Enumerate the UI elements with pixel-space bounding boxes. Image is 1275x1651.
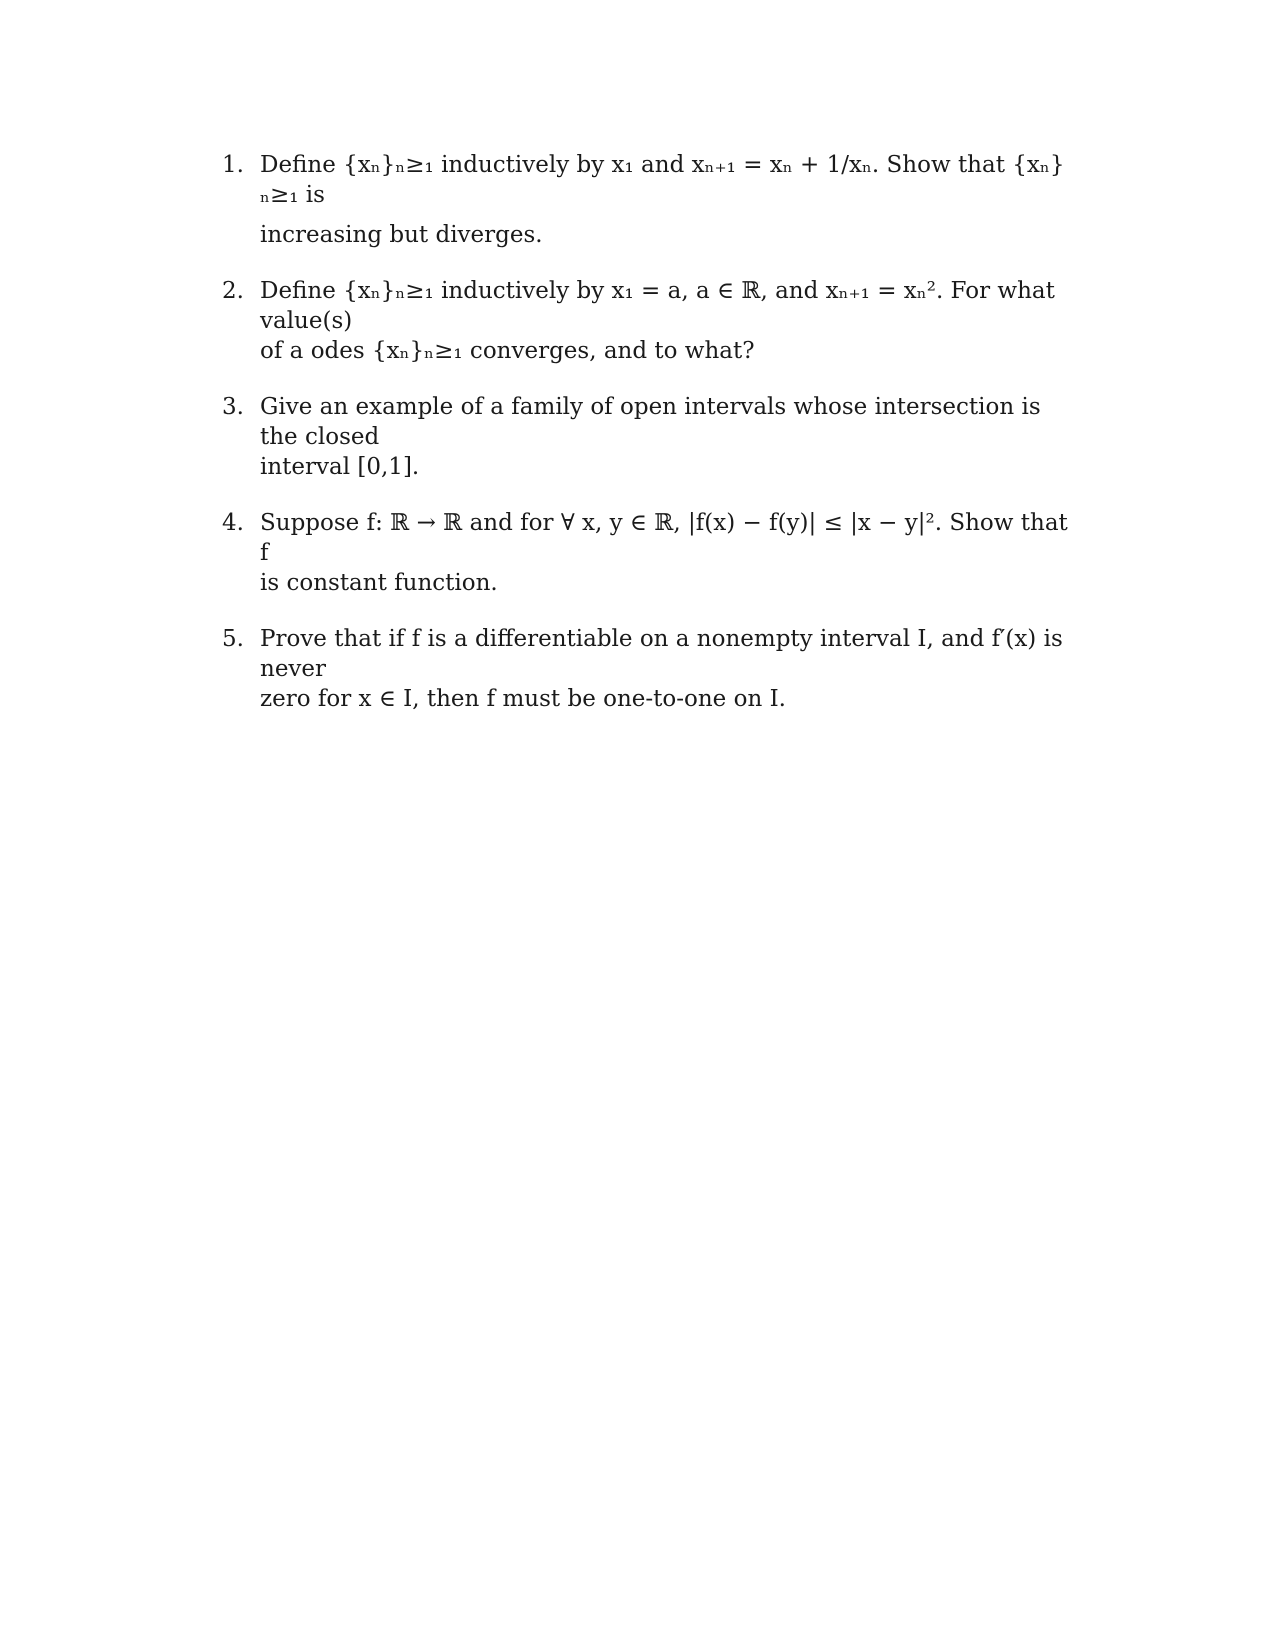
problem-3 — [222, 392, 1082, 482]
problem-1 — [222, 150, 1082, 250]
problem-text-line-2: zero for x ∈ I, then f must be one-to-one on I. — [260, 686, 786, 712]
problem-text-line-2: increasing but diverges. — [260, 222, 543, 248]
problem-number: 3. — [222, 394, 244, 420]
problem-text-line-1: Prove that if f is a differentiable on a nonempty interval I, and f′(x) is never — [260, 626, 1063, 682]
problem-text-line-2: of a odes {xₙ}ₙ≥₁ converges, and to what? — [260, 338, 755, 364]
problem-number: 4. — [222, 510, 244, 536]
problem-text-line-1: Give an example of a family of open intervals whose intersection is the closed — [260, 394, 1041, 450]
problem-2 — [222, 276, 1082, 366]
problem-text-line-2: interval [0,1]. — [260, 454, 420, 480]
problem-number: 1. — [222, 152, 244, 178]
problem-5 — [222, 624, 1082, 714]
problem-number: 2. — [222, 278, 244, 304]
problem-text-line-1: Define {xₙ}ₙ≥₁ inductively by x₁ = a, a ∈ ℝ, and xₙ₊₁ = xₙ². For what value(s) — [260, 278, 1055, 334]
problem-4 — [222, 508, 1082, 598]
problem-list — [222, 150, 1082, 714]
problem-text-line-2: is constant function. — [260, 570, 498, 596]
problem-text-line-1: Suppose f: ℝ → ℝ and for ∀ x, y ∈ ℝ, |f(x) − f(y)| ≤ |x − y|². Show that f — [260, 510, 1068, 566]
problem-text-line-1: Define {xₙ}ₙ≥₁ inductively by x₁ and xₙ₊₁ = xₙ + 1/xₙ. Show that {xₙ}ₙ≥₁ is — [260, 152, 1065, 208]
problem-number: 5. — [222, 626, 244, 652]
